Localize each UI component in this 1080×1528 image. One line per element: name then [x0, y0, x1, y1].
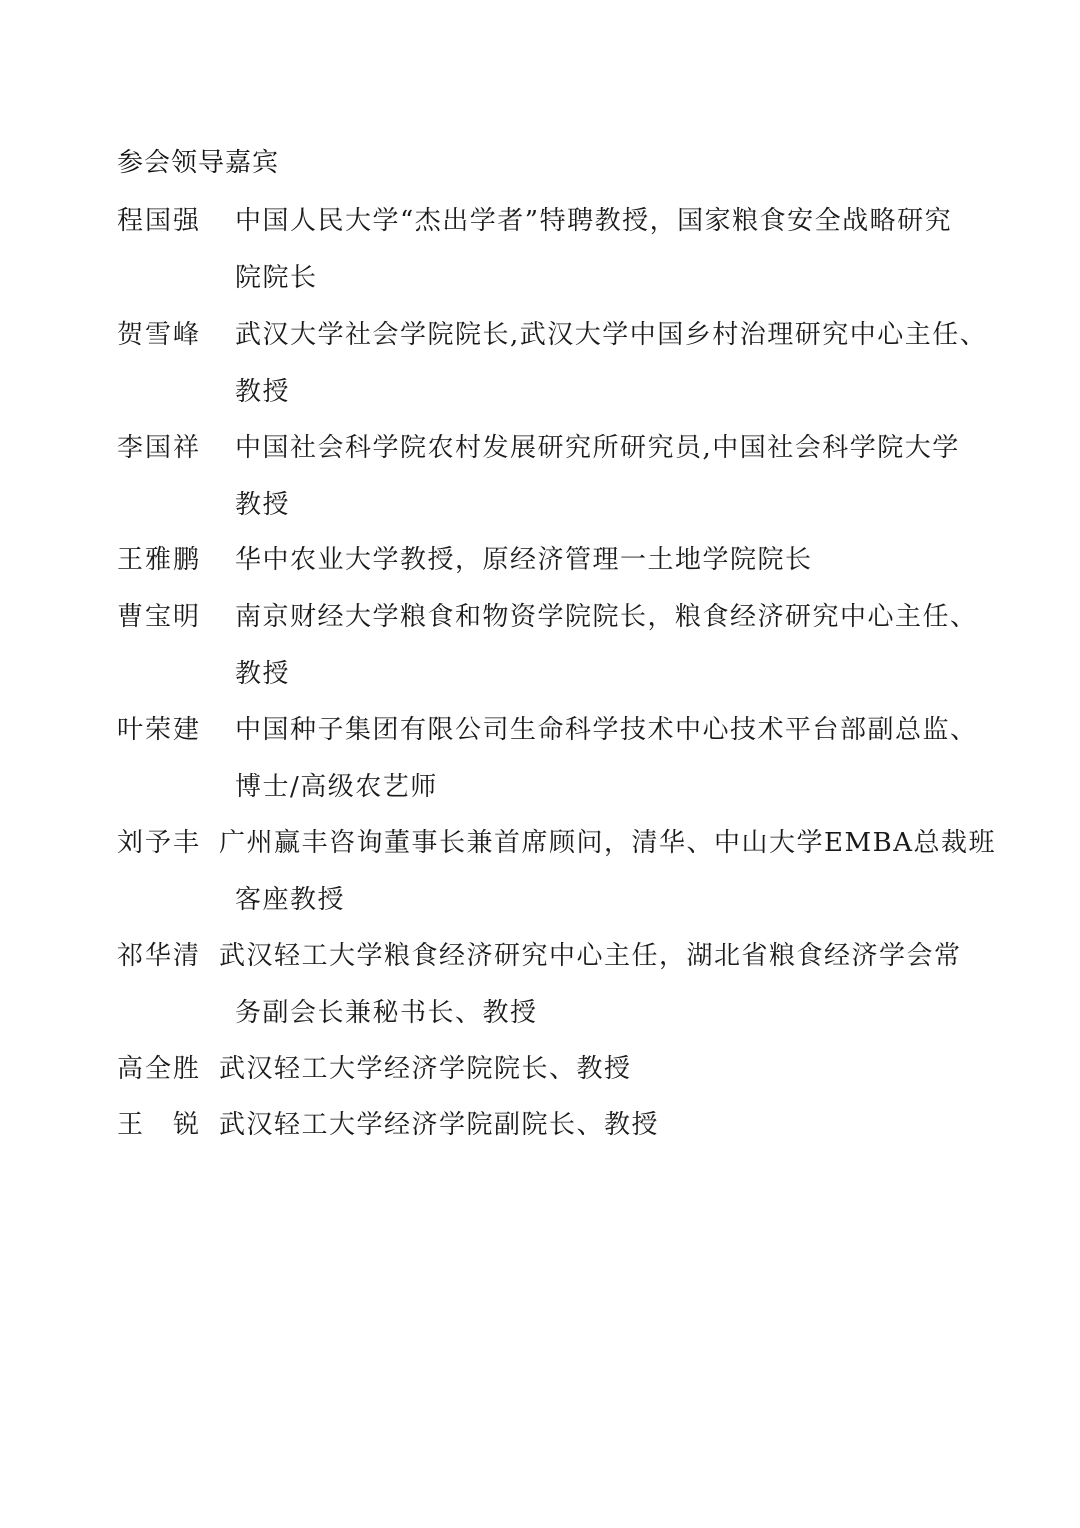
- guest-name: 祁华清: [117, 941, 202, 971]
- guest-title: 华中农业大学教授，原经济管理一土地学院院长: [235, 545, 813, 575]
- guest-title: 武汉轻工大学粮食经济研究中心主任，湖北省粮食经济学会常: [219, 941, 962, 971]
- guest-name: 刘予丰: [117, 828, 202, 858]
- guest-name: 王 锐: [117, 1110, 202, 1140]
- guest-title: 中国社会科学院农村发展研究所研究员,中国社会科学院大学: [235, 433, 960, 463]
- guest-title: 武汉轻工大学经济学院副院长、教授: [219, 1110, 660, 1140]
- guest-name: 贺雪峰: [117, 320, 202, 350]
- page-heading: 参会领导嘉宾: [117, 148, 280, 178]
- guest-title-continued: 院院长: [235, 263, 318, 293]
- guest-title-continued: 教授: [235, 490, 291, 520]
- guest-title-continued: 博士/高级农艺师: [235, 772, 438, 802]
- guest-title: 南京财经大学粮食和物资学院院长，粮食经济研究中心主任、: [235, 602, 978, 632]
- guest-title-continued: 客座教授: [235, 885, 346, 915]
- guest-title: 武汉大学社会学院院长,武汉大学中国乡村治理研究中心主任、: [235, 320, 988, 350]
- guest-name: 程国强: [117, 206, 202, 236]
- guest-name: 高全胜: [117, 1054, 202, 1084]
- guest-title-continued: 教授: [235, 659, 291, 689]
- guest-title: 中国人民大学“杰出学者”特聘教授，国家粮食安全战略研究: [235, 206, 953, 236]
- guest-name: 叶荣建: [117, 715, 202, 745]
- guest-title-continued: 教授: [235, 377, 291, 407]
- guest-title: 中国种子集团有限公司生命科学技术中心技术平台部副总监、: [235, 715, 978, 745]
- guest-name: 王雅鹏: [117, 545, 202, 575]
- guest-title: 武汉轻工大学经济学院院长、教授: [219, 1054, 632, 1084]
- guest-name: 李国祥: [117, 433, 202, 463]
- guest-name: 曹宝明: [117, 602, 202, 632]
- guest-title: 广州赢丰咨询董事长兼首席顾问，清华、中山大学EMBA总裁班: [219, 828, 996, 858]
- guest-title-continued: 务副会长兼秘书长、教授: [235, 998, 538, 1028]
